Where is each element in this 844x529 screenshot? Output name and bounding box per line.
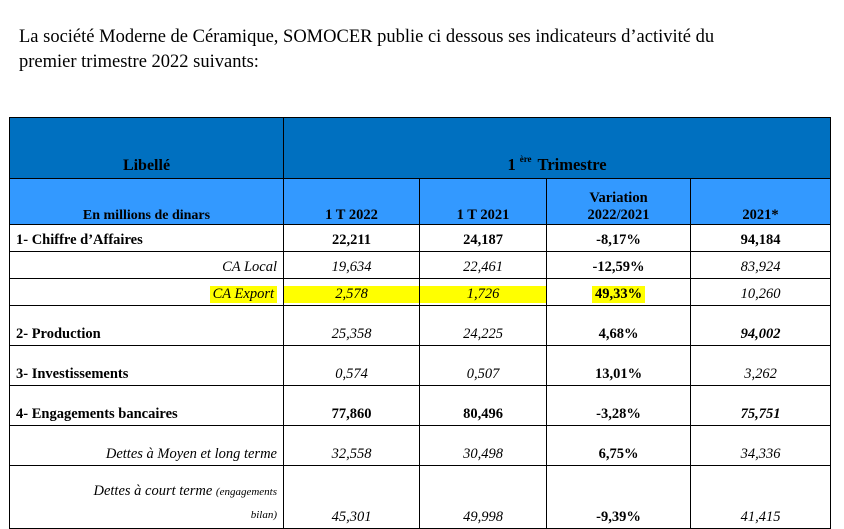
cell-2021: 41,415 [691,466,831,529]
cell-variation: -12,59% [547,252,691,279]
table-row [10,386,831,426]
header-variation-line1: Variation [589,190,648,206]
row-label: 1- Chiffre d’Affaires [10,225,284,252]
header-libelle: Libellé [10,118,284,179]
row-label: Dettes à court terme [93,483,213,499]
row-label-cell [10,466,284,529]
cell-1t2021: 0,507 [420,346,547,386]
cell-variation: -3,28% [547,386,691,426]
cell-1t2022: 45,301 [284,466,420,529]
table-row [10,279,831,306]
cell-2021: 34,336 [691,426,831,466]
indicators-table [9,117,831,529]
cell-1t2021: 49,998 [420,466,547,529]
header-trimestre-word: Trimestre [537,155,607,174]
row-label: 2- Production [10,306,284,346]
table-header-row-1 [10,118,831,179]
header-col-1t2021: 1 T 2021 [420,179,547,225]
table-row [10,466,831,529]
row-label: Dettes à Moyen et long terme [10,426,284,466]
cell-1t2022: 25,358 [284,306,420,346]
header-col-2021: 2021* [691,179,831,225]
cell-variation: 49,33% [592,286,645,303]
cell-variation: 13,01% [547,346,691,386]
cell-2021: 10,260 [691,279,831,306]
cell-variation-cell [547,279,691,306]
header-trimestre-number: 1 [507,155,516,174]
cell-1t2021: 30,498 [420,426,547,466]
cell-2021: 3,262 [691,346,831,386]
cell-1t2022: 19,634 [284,252,420,279]
header-col-variation [547,179,691,225]
intro-line-2: premier trimestre 2022 suivants: [19,52,259,72]
row-label-cell [10,279,284,306]
table-row [10,225,831,252]
cell-variation: -8,17% [547,225,691,252]
cell-variation: 4,68% [547,306,691,346]
cell-1t2021: 22,461 [420,252,547,279]
table-row [10,306,831,346]
cell-2021: 94,002 [691,306,831,346]
cell-variation: 6,75% [547,426,691,466]
row-label: CA Local [10,252,284,279]
table-row [10,346,831,386]
row-label-note-2: bilan) [250,509,277,521]
row-label: CA Export [210,286,277,303]
cell-1t2022: 22,211 [284,225,420,252]
row-label: 4- Engagements bancaires [10,386,284,426]
header-trimestre [284,118,831,179]
cell-1t2022: 77,860 [284,386,420,426]
header-trimestre-sup: ère [519,154,532,164]
cell-2021: 94,184 [691,225,831,252]
table-row [10,252,831,279]
cell-2021: 83,924 [691,252,831,279]
cell-1t2021: 1,726 [420,286,546,303]
cell-1t2022-cell [284,279,420,306]
cell-1t2021: 80,496 [420,386,547,426]
row-label: 3- Investissements [10,346,284,386]
row-label-note: (engagements [215,486,277,498]
cell-2021: 75,751 [691,386,831,426]
cell-variation: -9,39% [547,466,691,529]
cell-1t2021: 24,225 [420,306,547,346]
header-variation-line2: 2022/2021 [587,207,650,223]
cell-1t2022: 2,578 [284,286,419,303]
intro-paragraph [19,25,824,75]
intro-line-1: La société Moderne de Céramique, SOMOCER publie ci dessous ses indicateurs d’activité du [19,27,715,47]
cell-1t2022: 0,574 [284,346,420,386]
cell-1t2022: 32,558 [284,426,420,466]
cell-1t2021: 24,187 [420,225,547,252]
table-header-row-2 [10,179,831,225]
header-col-1t2022: 1 T 2022 [284,179,420,225]
header-unit: En millions de dinars [10,179,284,225]
cell-1t2021-cell [420,279,547,306]
table-row [10,426,831,466]
